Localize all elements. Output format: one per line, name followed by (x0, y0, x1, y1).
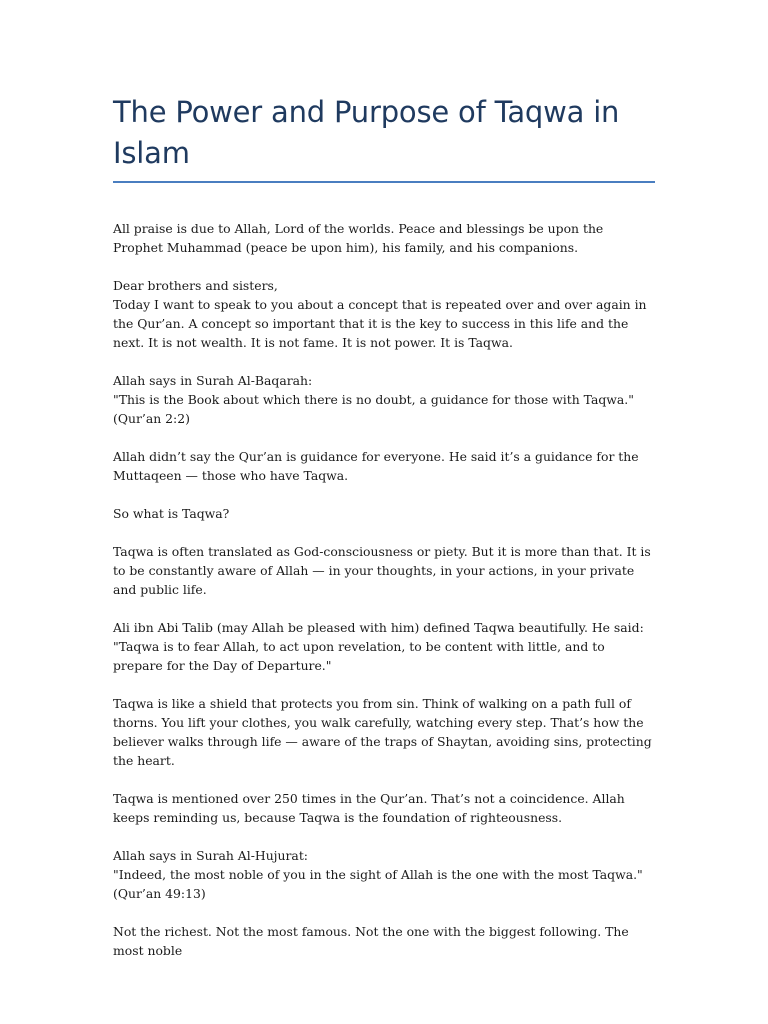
paragraph-line: Today I want to speak to you about a concept that is repeated over and over again in the Qur’an. A concept so important that it is the key to success in this life and the next. It is not wealth. It is not fame. It is not power. It is Taqwa. (113, 297, 647, 350)
body-paragraph (113, 371, 657, 428)
paragraph-line: "Taqwa is to fear Allah, to act upon revelation, to be content with little, and to prepare for the Day of Departure." (113, 639, 605, 673)
paragraph-line: Taqwa is mentioned over 250 times in the Qur’an. That’s not a coincidence. Allah keeps reminding us, because Taqwa is the foundation of righteousness. (113, 791, 625, 825)
title-underline (113, 181, 655, 183)
body-paragraph (113, 542, 657, 599)
body-paragraph (113, 504, 657, 523)
body-paragraph (113, 447, 657, 485)
paragraph-line: All praise is due to Allah, Lord of the worlds. Peace and blessings be upon the Prophet Muhammad (peace be upon him), his family, and his companions. (113, 221, 604, 255)
paragraph-line: "This is the Book about which there is no doubt, a guidance for those with Taqwa." (Qur’an 2:2) (113, 392, 634, 426)
paragraph-line: Taqwa is like a shield that protects you from sin. Think of walking on a path full of thorns. You lift your clothes, you walk carefully, watching every step. That’s how the believer walks through life — aware of the traps of Shaytan, avoiding sins, protecting the heart. (113, 696, 652, 768)
body-paragraph (113, 922, 657, 960)
paragraph-line: So what is Taqwa? (113, 506, 230, 521)
paragraph-line: "Indeed, the most noble of you in the sight of Allah is the one with the most Taqwa." (Qur’an 49:13) (113, 867, 643, 901)
body-paragraph (113, 618, 657, 675)
document-body (113, 219, 657, 960)
paragraph-line: Allah says in Surah Al-Baqarah: (113, 373, 313, 388)
paragraph-line: Ali ibn Abi Talib (may Allah be pleased with him) defined Taqwa beautifully. He said: (113, 620, 644, 635)
body-paragraph (113, 219, 657, 257)
document-page (113, 92, 657, 979)
paragraph-line: Allah didn’t say the Qur’an is guidance for everyone. He said it’s a guidance for the Muttaqeen — those who have Taqwa. (113, 449, 639, 483)
document-title: The Power and Purpose of Taqwa in Islam (113, 95, 620, 170)
body-paragraph (113, 694, 657, 770)
body-paragraph (113, 276, 657, 352)
body-paragraph (113, 789, 657, 827)
paragraph-line: Taqwa is often translated as God-consciousness or piety. But it is more than that. It is to be constantly aware of Allah — in your thoughts, in your actions, in your private and public life. (113, 544, 651, 597)
paragraph-line: Dear brothers and sisters, (113, 278, 278, 293)
paragraph-line: Not the richest. Not the most famous. Not the one with the biggest following. The most noble (113, 924, 629, 958)
body-paragraph (113, 846, 657, 903)
paragraph-line: Allah says in Surah Al-Hujurat: (113, 848, 308, 863)
